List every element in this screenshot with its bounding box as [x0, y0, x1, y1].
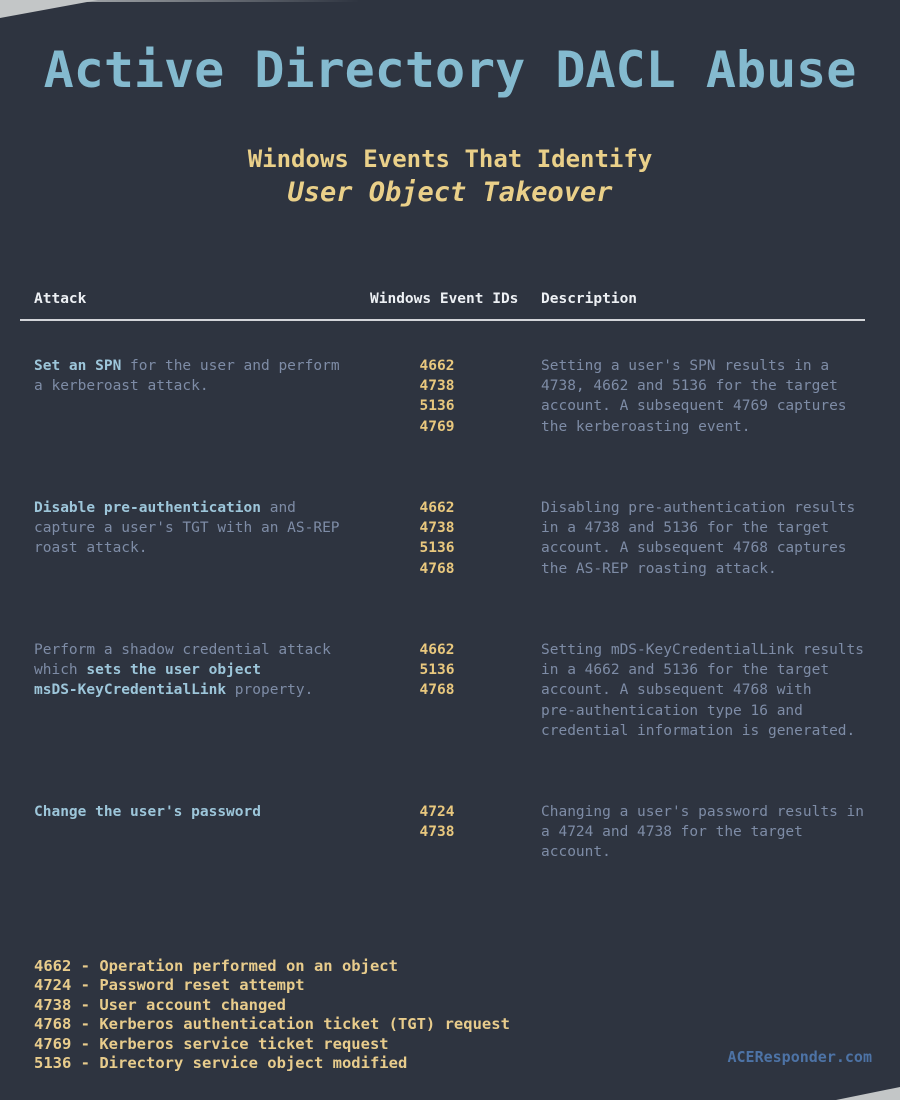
- description-line: credential information is generated.: [541, 722, 856, 739]
- description-line: account. A subsequent 4768 with: [541, 682, 812, 699]
- event-id-legend: [34, 957, 510, 1073]
- subtitle-line2: User Object Takeover: [287, 177, 613, 208]
- col-header-attack: Attack: [34, 291, 87, 307]
- event-id: 5136: [419, 662, 455, 679]
- attack-text: and: [260, 500, 296, 516]
- description-cell: [541, 802, 881, 863]
- attack-text-line: [34, 518, 366, 538]
- attack-text: Perform a shadow credential attack: [34, 642, 331, 658]
- attack-text: capture a user's TGT with an AS-REP: [34, 520, 340, 537]
- event-id: 4768: [419, 560, 455, 577]
- attack-text: property.: [226, 682, 314, 699]
- attack-cell: [34, 498, 366, 559]
- legend-item: 4738 - User account changed: [34, 995, 286, 1014]
- description-line: account. A subsequent 4769 captures: [541, 398, 847, 415]
- event-id: 4662: [419, 500, 455, 516]
- description-line: Setting mDS-KeyCredentialLink results: [541, 642, 865, 658]
- event-id: 4769: [419, 418, 455, 435]
- attack-highlight: msDS-KeyCredentialLink: [34, 682, 227, 699]
- description-line: pre-authentication type 16 and: [541, 702, 803, 719]
- event-id: 4724: [419, 804, 455, 820]
- description-line: account.: [541, 844, 611, 861]
- attack-highlight: sets the user object: [86, 662, 261, 679]
- description-line: in a 4738 and 5136 for the target: [541, 520, 830, 537]
- event-ids-cell: [372, 498, 502, 579]
- page-title: Active Directory DACL Abuse: [43, 41, 857, 99]
- attack-text: for the user and perform: [121, 358, 340, 374]
- attack-highlight: Change the user's password: [34, 804, 261, 820]
- attack-text-line: [34, 640, 366, 660]
- description-line: Changing a user's password results in: [541, 804, 865, 820]
- description-line: the AS-REP roasting attack.: [541, 560, 777, 577]
- attack-highlight: Set an SPN: [34, 358, 122, 374]
- attack-text-line: [34, 802, 366, 822]
- event-ids-cell: [372, 356, 502, 437]
- legend-item: 4769 - Kerberos service ticket request: [34, 1034, 389, 1053]
- description-line: in a 4662 and 5136 for the target: [541, 662, 830, 679]
- attack-text-line: [34, 660, 366, 680]
- description-line: Disabling pre-authentication results: [541, 500, 856, 516]
- attack-cell: [34, 802, 366, 822]
- description-cell: [541, 356, 881, 437]
- legend-item: 4768 - Kerberos authentication ticket (TGT) request: [34, 1015, 510, 1034]
- description-cell: [541, 640, 881, 741]
- attack-text: which: [34, 662, 87, 679]
- legend-item: 5136 - Directory service object modified: [34, 1053, 408, 1072]
- event-id: 4738: [419, 378, 455, 395]
- event-id: 4662: [419, 642, 455, 658]
- description-line: a 4724 and 4738 for the target: [541, 824, 803, 841]
- event-id: 5136: [419, 398, 455, 415]
- table-header-row: [0, 289, 900, 309]
- subtitle-line1: Windows Events That Identify: [247, 145, 653, 173]
- attack-cell: [34, 356, 366, 396]
- attack-text: roast attack.: [34, 540, 148, 557]
- attack-text-line: [34, 376, 366, 396]
- description-cell: [541, 498, 881, 579]
- event-ids-cell: [372, 640, 502, 701]
- attack-cell: [34, 640, 366, 701]
- legend-item: 4662 - Operation performed on an object: [34, 957, 398, 975]
- event-id: 4768: [419, 682, 455, 699]
- description-line: 4738, 4662 and 5136 for the target: [541, 378, 838, 395]
- attack-text: a kerberoast attack.: [34, 378, 209, 395]
- col-header-event-ids: Windows Event IDs: [370, 291, 519, 307]
- attack-text-line: [34, 680, 366, 700]
- attack-highlight: Disable pre-authentication: [34, 500, 261, 516]
- event-ids-cell: [372, 802, 502, 842]
- event-id: 4662: [419, 358, 455, 374]
- event-id: 4738: [419, 824, 455, 841]
- description-line: account. A subsequent 4768 captures: [541, 540, 847, 557]
- event-id: 4738: [419, 520, 455, 537]
- header-divider: [20, 319, 865, 321]
- site-credit: ACEResponder.com: [727, 1048, 872, 1066]
- col-header-description: Description: [541, 291, 638, 307]
- attack-text-line: [34, 356, 366, 376]
- attack-text-line: [34, 498, 366, 518]
- event-id: 5136: [419, 540, 455, 557]
- description-line: the kerberoasting event.: [541, 418, 751, 435]
- legend-item: 4724 - Password reset attempt: [34, 976, 305, 995]
- description-line: Setting a user's SPN results in a: [541, 358, 830, 374]
- attack-text-line: [34, 538, 366, 558]
